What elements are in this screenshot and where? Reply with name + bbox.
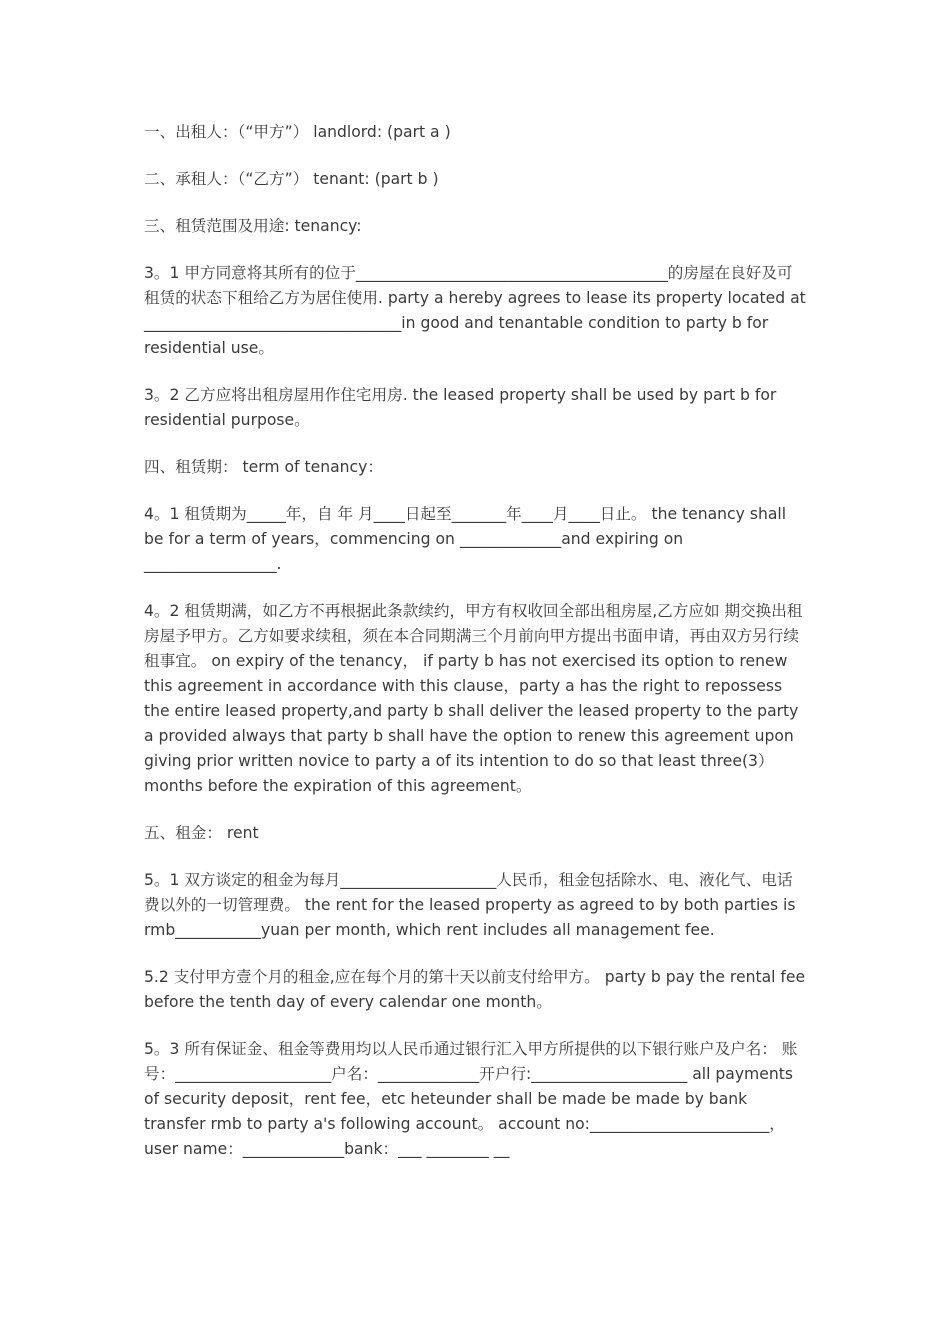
clause-5-1: 5。1 双方谈定的租金为每月____________________人民币，租金包括除水、电、液化气、电话费以外的一切管理费。 the rent for the leased property as agreed to by both parties is rmb___________yuan per month, which rent includes all management fee. [144, 871, 801, 939]
heading-term-of-tenancy: 四、租赁期： term of tenancy： [144, 458, 383, 476]
clause-landlord: 一、出租人：（“甲方”） landlord: (part a ) [144, 123, 451, 141]
clause-4-1: 4。1 租赁期为_____年，自 年 月____日起至_______年____月____日止。 the tenancy shall be for a term of years，commencing on _____________and expiring on _________________. [144, 505, 792, 573]
clause-5-2: 5.2 支付甲方壹个月的租金,应在每个月的第十天以前支付给甲方。 party b pay the rental fee before the tenth day of every calendar one month。 [144, 968, 811, 1011]
clause-3-1: 3。1 甲方同意将其所有的位于________________________________________的房屋在良好及可租赁的状态下租给乙方为居住使用. party a hereby agrees to lease its property located at _________________________________in good and tenantable condition to party b for residential use。 [144, 264, 811, 357]
document-page [144, 120, 811, 1184]
clause-3-2: 3。2 乙方应将出租房屋用作住宅用房. the leased property shall be used by part b for residential purpose。 [144, 386, 782, 429]
clause-4-2: 4。2 租赁期满，如乙方不再根据此条款续约，甲方有权收回全部出租房屋,乙方应如 期交换出租房屋予甲方。乙方如要求续租，须在本合同期满三个月前向甲方提出书面申请，再由双方另行续租事宜。 on expiry of the tenancy， if party b has not exercised its option to renew this agreement in accordance with this clause，party a has the right to repossess the entire leased property,and party b shall deliver the leased property to the party a provided always that party b shall have the option to renew this agreement upon giving prior written novice to party a of its intention to do so that least three(3） months before the expiration of this agreement。 [144, 602, 804, 795]
clause-5-3: 5。3 所有保证金、租金等费用均以人民币通过银行汇入甲方所提供的以下银行账户及户名： 账号：____________________户名：_____________开户行:____________________ all payments of security deposit，rent fee，etc heteunder shall be made be made by bank transfer rmb to party a's following account。 account no:_______________________，user name：_____________bank：___ ________ __ [144, 1040, 798, 1158]
heading-tenancy-scope: 三、租赁范围及用途: tenancy: [144, 217, 362, 235]
heading-rent: 五、租金： rent [144, 824, 259, 842]
clause-tenant: 二、承租人：（“乙方”） tenant: (part b ) [144, 170, 439, 188]
